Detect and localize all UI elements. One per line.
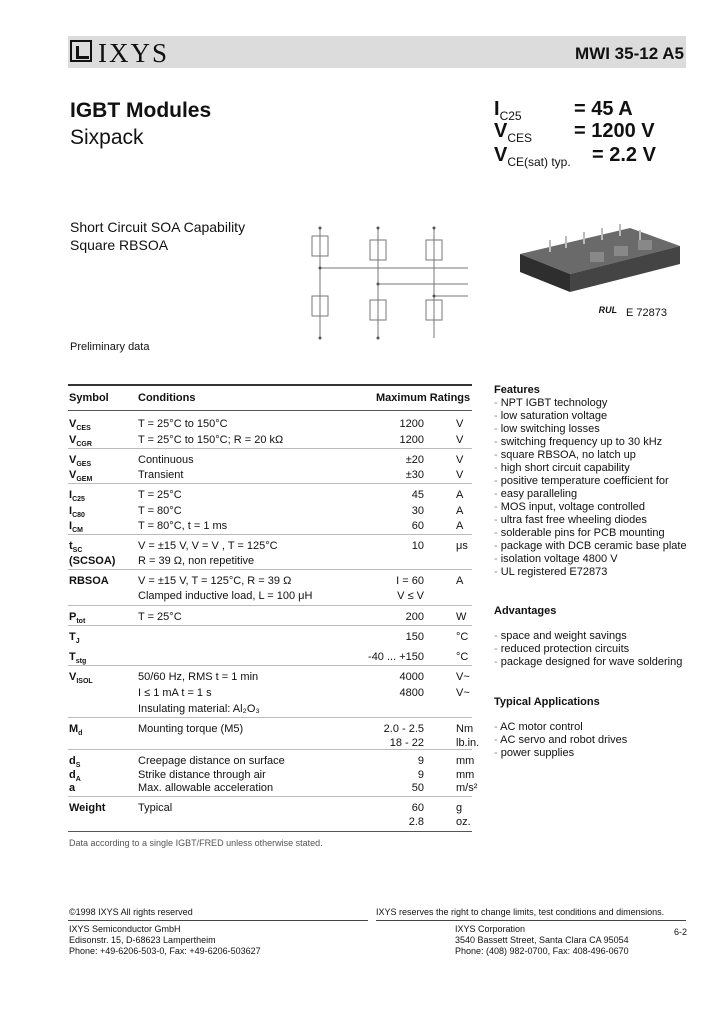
footer-copyright: ©1998 IXYS All rights reserved bbox=[69, 907, 193, 917]
ul-mark-icon: ᴿᵁᴸ bbox=[598, 304, 617, 319]
row-condition: Mounting torque (M5) bbox=[138, 723, 244, 735]
row-condition: 50/60 Hz, RMS t = 1 min bbox=[138, 671, 259, 683]
row-value: ±30 bbox=[405, 469, 424, 481]
footer-right-line: Phone: (408) 982-0700, Fax: 408-496-0670 bbox=[455, 946, 629, 956]
row-unit: μs bbox=[456, 540, 468, 552]
col-symbol-header: Symbol bbox=[69, 392, 109, 404]
row-value: 4800 bbox=[399, 687, 424, 699]
row-symbol: a bbox=[69, 782, 76, 794]
row-value: 4000 bbox=[399, 671, 424, 683]
row-divider bbox=[68, 534, 472, 535]
row-unit: V bbox=[456, 469, 464, 481]
footer-disclaimer: IXYS reserves the right to change limits, test conditions and dimensions. bbox=[376, 907, 665, 917]
circuit-schematic-icon bbox=[282, 222, 482, 344]
applications-title: Typical Applications bbox=[494, 696, 600, 708]
advantages-list bbox=[494, 630, 682, 669]
advantages-title: Advantages bbox=[494, 605, 557, 617]
row-divider bbox=[68, 796, 472, 797]
row-condition: Transient bbox=[138, 469, 184, 481]
row-unit: A bbox=[456, 575, 464, 587]
capability-scsoa: Short Circuit SOA Capability bbox=[70, 219, 246, 235]
row-symbol: $I_{C25}$ bbox=[69, 489, 85, 504]
row-symbol: $d_S$ bbox=[69, 755, 81, 770]
applications-list bbox=[494, 721, 627, 760]
features-title: Features bbox=[494, 384, 540, 396]
row-unit: Nm bbox=[456, 723, 474, 735]
row-unit: °C bbox=[456, 651, 469, 663]
row-condition: T = 80°C, t = 1 ms bbox=[138, 520, 228, 532]
table-bottom-rule bbox=[68, 831, 472, 832]
list-item: - space and weight savings bbox=[494, 630, 682, 643]
preliminary-label: Preliminary data bbox=[70, 341, 150, 353]
row-symbol: $I_{C80}$ bbox=[69, 505, 85, 520]
row-condition: Strike distance through air bbox=[138, 769, 266, 781]
capability-rbsoa: Square RBSOA bbox=[70, 237, 169, 253]
row-condition: T = 25°C to 150°C bbox=[138, 418, 228, 430]
table-header-rule bbox=[68, 410, 472, 411]
list-item: - reduced protection circuits bbox=[494, 643, 682, 656]
row-symbol: RBSOA bbox=[69, 575, 109, 587]
row-value: ±20 bbox=[405, 454, 424, 466]
list-item: - square RBSOA, no latch up bbox=[494, 449, 687, 462]
row-unit: g bbox=[456, 802, 463, 814]
row-condition: Typical bbox=[138, 802, 173, 814]
list-item: - low saturation voltage bbox=[494, 410, 687, 423]
row-symbol: $d_A$ bbox=[69, 769, 81, 784]
list-item: - solderable pins for PCB mounting bbox=[494, 527, 687, 540]
row-divider bbox=[68, 749, 472, 750]
list-item: - UL registered E72873 bbox=[494, 566, 687, 579]
row-value: 9 bbox=[417, 769, 424, 781]
list-item: - isolation voltage 4800 V bbox=[494, 553, 687, 566]
row-symbol: $V_{GES}$ bbox=[69, 454, 92, 469]
row-value: 10 bbox=[411, 540, 424, 552]
ixys-logo-icon bbox=[70, 40, 92, 62]
row-symbol: $V_{CGR}$ bbox=[69, 434, 92, 449]
part-number: MWI 35-12 A5 bbox=[575, 44, 684, 63]
row-value: 60 bbox=[411, 520, 424, 532]
row-unit: A bbox=[456, 489, 464, 501]
module-package-image bbox=[510, 212, 690, 302]
footer-left-line: Phone: +49-6206-503-0, Fax: +49-6206-503627 bbox=[69, 946, 261, 956]
row-unit: W bbox=[456, 611, 467, 623]
row-value: 150 bbox=[405, 631, 424, 643]
product-subtitle: Sixpack bbox=[70, 126, 144, 149]
row-condition: I ≤ 1 mA t = 1 s bbox=[138, 687, 212, 699]
row-unit: V bbox=[456, 454, 464, 466]
row-symbol: $P_{tot}$ bbox=[69, 611, 86, 626]
row-condition: Max. allowable acceleration bbox=[138, 782, 274, 794]
list-item: - package designed for wave soldering bbox=[494, 656, 682, 669]
row-unit: mm bbox=[456, 769, 475, 781]
row-unit: oz. bbox=[456, 816, 471, 828]
row-value: 1200 bbox=[399, 434, 424, 446]
row-value: 60 bbox=[411, 802, 424, 814]
spec-ic25-value: = 45 A bbox=[574, 98, 633, 120]
list-item: - AC motor control bbox=[494, 721, 627, 734]
row-value: 45 bbox=[411, 489, 424, 501]
list-item: - package with DCB ceramic base plate bbox=[494, 540, 687, 553]
row-divider bbox=[68, 448, 472, 449]
row-value: -40 ... +150 bbox=[368, 651, 424, 663]
footer-right-line: 3540 Bassett Street, Santa Clara CA 95054 bbox=[455, 935, 629, 945]
row-divider bbox=[68, 569, 472, 570]
row-condition: V = ±15 V, V = V , T = 125°C bbox=[138, 540, 278, 552]
list-item: - AC servo and robot drives bbox=[494, 734, 627, 747]
row-unit: mm bbox=[456, 755, 475, 767]
row-symbol: $T_{stg}$ bbox=[69, 651, 87, 666]
row-value: 18 - 22 bbox=[389, 737, 424, 749]
row-divider bbox=[68, 717, 472, 718]
list-item: - power supplies bbox=[494, 747, 627, 760]
list-item: - easy paralleling bbox=[494, 488, 687, 501]
row-divider bbox=[68, 625, 472, 626]
row-value: 2.8 bbox=[408, 816, 424, 828]
row-symbol: $V_{GEM}$ bbox=[69, 469, 93, 484]
row-value: I = 60 bbox=[396, 575, 424, 587]
ixys-logo-text: IXYS bbox=[98, 38, 170, 68]
product-title: IGBT Modules bbox=[70, 99, 212, 122]
list-item: - low switching losses bbox=[494, 423, 687, 436]
row-unit: V~ bbox=[456, 671, 470, 683]
spec-vces-symbol: $V_{CES}$ bbox=[494, 120, 533, 145]
row-condition: Insulating material: Al₂O₃ bbox=[138, 703, 260, 715]
footer-rule-right bbox=[376, 920, 686, 921]
list-item: - positive temperature coefficient for bbox=[494, 475, 687, 488]
row-value: 2.0 - 2.5 bbox=[383, 723, 424, 735]
spec-vcesat-value: = 2.2 V bbox=[592, 144, 656, 166]
row-unit: °C bbox=[456, 631, 469, 643]
row-divider bbox=[68, 665, 472, 666]
page-number: 6-2 bbox=[674, 927, 688, 937]
row-value: 50 bbox=[411, 782, 424, 794]
row-divider bbox=[68, 605, 472, 606]
row-unit: A bbox=[456, 505, 464, 517]
row-symbol: $M_d$ bbox=[69, 723, 83, 738]
row-unit: V bbox=[456, 418, 464, 430]
list-item: - NPT IGBT technology bbox=[494, 397, 687, 410]
row-value: V ≤ V bbox=[397, 590, 424, 602]
spec-vces-value: = 1200 V bbox=[574, 120, 655, 142]
row-condition: V = ±15 V, T = 125°C, R = 39 Ω bbox=[138, 575, 292, 587]
row-unit: A bbox=[456, 520, 464, 532]
table-top-rule bbox=[68, 384, 472, 386]
list-item: - MOS input, voltage controlled bbox=[494, 501, 687, 514]
row-condition: T = 25°C to 150°C; R = 20 kΩ bbox=[138, 434, 284, 446]
row-symbol: (SCSOA) bbox=[69, 555, 116, 567]
row-value: 30 bbox=[411, 505, 424, 517]
spec-vcesat-symbol: $V_{CE(sat) typ.}$ bbox=[494, 144, 571, 169]
col-ratings-header: Maximum Ratings bbox=[376, 392, 471, 404]
row-condition: R = 39 Ω, non repetitive bbox=[138, 555, 255, 567]
row-condition: Clamped inductive load, L = 100 μH bbox=[138, 590, 313, 602]
row-unit: m/s² bbox=[456, 782, 478, 794]
row-symbol: $t_{SC}$ bbox=[69, 540, 83, 555]
row-unit: lb.in. bbox=[456, 737, 480, 749]
row-condition: T = 80°C bbox=[138, 505, 182, 517]
row-value: 1200 bbox=[399, 418, 424, 430]
row-condition: Continuous bbox=[138, 454, 194, 466]
footer-left-line: IXYS Semiconductor GmbH bbox=[69, 924, 181, 934]
row-symbol: $T_J$ bbox=[69, 631, 80, 646]
row-condition: T = 25°C bbox=[138, 611, 182, 623]
footer-right-line: IXYS Corporation bbox=[455, 924, 526, 934]
row-divider bbox=[68, 483, 472, 484]
features-list bbox=[494, 397, 687, 579]
list-item: - switching frequency up to 30 kHz bbox=[494, 436, 687, 449]
list-item: - ultra fast free wheeling diodes bbox=[494, 514, 687, 527]
row-symbol: $V_{ISOL}$ bbox=[69, 671, 93, 686]
table-note: Data according to a single IGBT/FRED unless otherwise stated. bbox=[69, 838, 323, 848]
ul-number: E 72873 bbox=[626, 307, 667, 319]
row-symbol: $I_{CM}$ bbox=[69, 520, 83, 535]
footer-rule-left bbox=[68, 920, 368, 921]
row-value: 9 bbox=[417, 755, 424, 767]
row-condition: T = 25°C bbox=[138, 489, 182, 501]
list-item: - high short circuit capability bbox=[494, 462, 687, 475]
row-unit: V bbox=[456, 434, 464, 446]
row-value: 200 bbox=[405, 611, 424, 623]
row-condition: Creepage distance on surface bbox=[138, 755, 285, 767]
row-symbol: Weight bbox=[69, 802, 106, 814]
col-conditions-header: Conditions bbox=[138, 392, 196, 404]
row-symbol: $V_{CES}$ bbox=[69, 418, 91, 433]
row-unit: V~ bbox=[456, 687, 470, 699]
spec-ic25-symbol: $I_{C25}$ bbox=[494, 98, 522, 123]
footer-left-line: Edisonstr. 15, D-68623 Lampertheim bbox=[69, 935, 216, 945]
